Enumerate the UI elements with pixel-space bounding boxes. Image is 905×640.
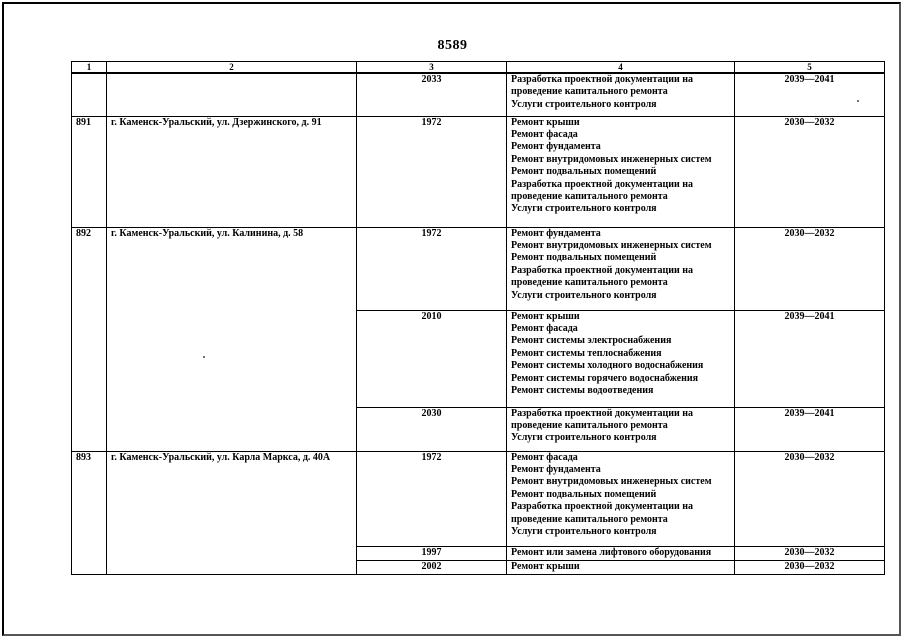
works-line: Ремонт крыши bbox=[511, 116, 580, 128]
column-header-5: 5 bbox=[735, 62, 885, 74]
works-line: Ремонт фундамента bbox=[511, 141, 601, 153]
works-line: Услуги строительного контроля bbox=[511, 432, 657, 444]
table-row bbox=[72, 451, 885, 546]
row-period: 2030—2032 bbox=[735, 546, 885, 560]
works-line: Ремонт крыши bbox=[511, 560, 580, 572]
works-line: проведение капитального ремонта bbox=[511, 86, 668, 98]
row-commission-year: 2030 bbox=[357, 407, 507, 451]
works-line: Ремонт фундамента bbox=[511, 227, 601, 239]
column-header-1: 1 bbox=[72, 62, 107, 74]
row-period: 2039—2041 bbox=[735, 310, 885, 407]
works-line: Ремонт системы теплоснабжения bbox=[511, 347, 662, 359]
row-period: 2039—2041 bbox=[735, 407, 885, 451]
row-period: 2030—2032 bbox=[735, 560, 885, 574]
table-row bbox=[72, 73, 885, 116]
row-works bbox=[507, 116, 735, 227]
row-commission-year: 1972 bbox=[357, 116, 507, 227]
works-line: Ремонт системы электроснабжения bbox=[511, 335, 672, 347]
works-line: Ремонт системы горячего водоснабжения bbox=[511, 372, 699, 384]
works-line: Ремонт фундамента bbox=[511, 463, 601, 475]
row-number: 892 bbox=[72, 227, 107, 451]
works-line: Ремонт или замена лифтового оборудования bbox=[511, 546, 712, 558]
works-line: Ремонт подвальных помещений bbox=[511, 488, 657, 500]
works-line: Ремонт внутридомовых инженерных систем bbox=[511, 476, 712, 488]
row-number: 893 bbox=[72, 451, 107, 574]
row-works bbox=[507, 546, 735, 560]
row-address: г. Каменск-Уральский, ул. Карла Маркса, д. 40А bbox=[107, 451, 357, 574]
row-commission-year: 2002 bbox=[357, 560, 507, 574]
works-line: Ремонт внутридомовых инженерных систем bbox=[511, 239, 712, 251]
column-header-4: 4 bbox=[507, 62, 735, 74]
works-line: проведение капитального ремонта bbox=[511, 419, 668, 431]
row-address: г. Каменск-Уральский, ул. Дзержинского, д. 91 bbox=[107, 116, 357, 227]
row-period: 2030—2032 bbox=[735, 116, 885, 227]
row-works bbox=[507, 227, 735, 310]
row-works bbox=[507, 560, 735, 574]
row-works bbox=[507, 451, 735, 546]
works-line: Услуги строительного контроля bbox=[511, 203, 657, 215]
column-header-2: 2 bbox=[107, 62, 357, 74]
row-works bbox=[507, 407, 735, 451]
scan-speck bbox=[203, 356, 205, 358]
page-number: 8589 bbox=[437, 38, 468, 53]
row-period: 2030—2032 bbox=[735, 227, 885, 310]
row-works bbox=[507, 310, 735, 407]
row-address: г. Каменск-Уральский, ул. Калинина, д. 58 bbox=[107, 227, 357, 451]
works-line: Ремонт фасада bbox=[511, 451, 578, 463]
table-header-row bbox=[72, 62, 885, 74]
row-period: 2030—2032 bbox=[735, 451, 885, 546]
works-line: Услуги строительного контроля bbox=[511, 98, 657, 110]
works-line: проведение капитального ремонта bbox=[511, 513, 668, 525]
works-line: Разработка проектной документации на bbox=[511, 264, 694, 276]
works-line: Разработка проектной документации на bbox=[511, 501, 694, 513]
row-period: 2039—2041 bbox=[735, 73, 885, 116]
works-line: Ремонт фасада bbox=[511, 322, 578, 334]
works-line: Разработка проектной документации на bbox=[511, 178, 694, 190]
works-line: Ремонт фасада bbox=[511, 128, 578, 140]
row-number bbox=[72, 73, 107, 116]
works-line: Ремонт системы холодного водоснабжения bbox=[511, 360, 704, 372]
row-works bbox=[507, 73, 735, 116]
column-header-3: 3 bbox=[357, 62, 507, 74]
works-line: Ремонт подвальных помещений bbox=[511, 252, 657, 264]
row-address bbox=[107, 73, 357, 116]
capital-repair-table bbox=[71, 61, 885, 575]
scan-speck bbox=[857, 100, 859, 102]
works-line: Ремонт подвальных помещений bbox=[511, 166, 657, 178]
row-commission-year: 1972 bbox=[357, 451, 507, 546]
works-line: Разработка проектной документации на bbox=[511, 407, 694, 419]
row-commission-year: 1972 bbox=[357, 227, 507, 310]
row-number: 891 bbox=[72, 116, 107, 227]
works-line: Услуги строительного контроля bbox=[511, 289, 657, 301]
table-row bbox=[72, 116, 885, 227]
row-commission-year: 2033 bbox=[357, 73, 507, 116]
works-line: Услуги строительного контроля bbox=[511, 525, 657, 537]
row-commission-year: 2010 bbox=[357, 310, 507, 407]
works-line: Ремонт внутридомовых инженерных систем bbox=[511, 153, 712, 165]
works-line: Ремонт системы водоотведения bbox=[511, 384, 654, 396]
works-line: Разработка проектной документации на bbox=[511, 74, 694, 85]
table-row bbox=[72, 227, 885, 310]
works-line: Ремонт крыши bbox=[511, 310, 580, 322]
works-line: проведение капитального ремонта bbox=[511, 277, 668, 289]
works-line: проведение капитального ремонта bbox=[511, 190, 668, 202]
row-commission-year: 1997 bbox=[357, 546, 507, 560]
